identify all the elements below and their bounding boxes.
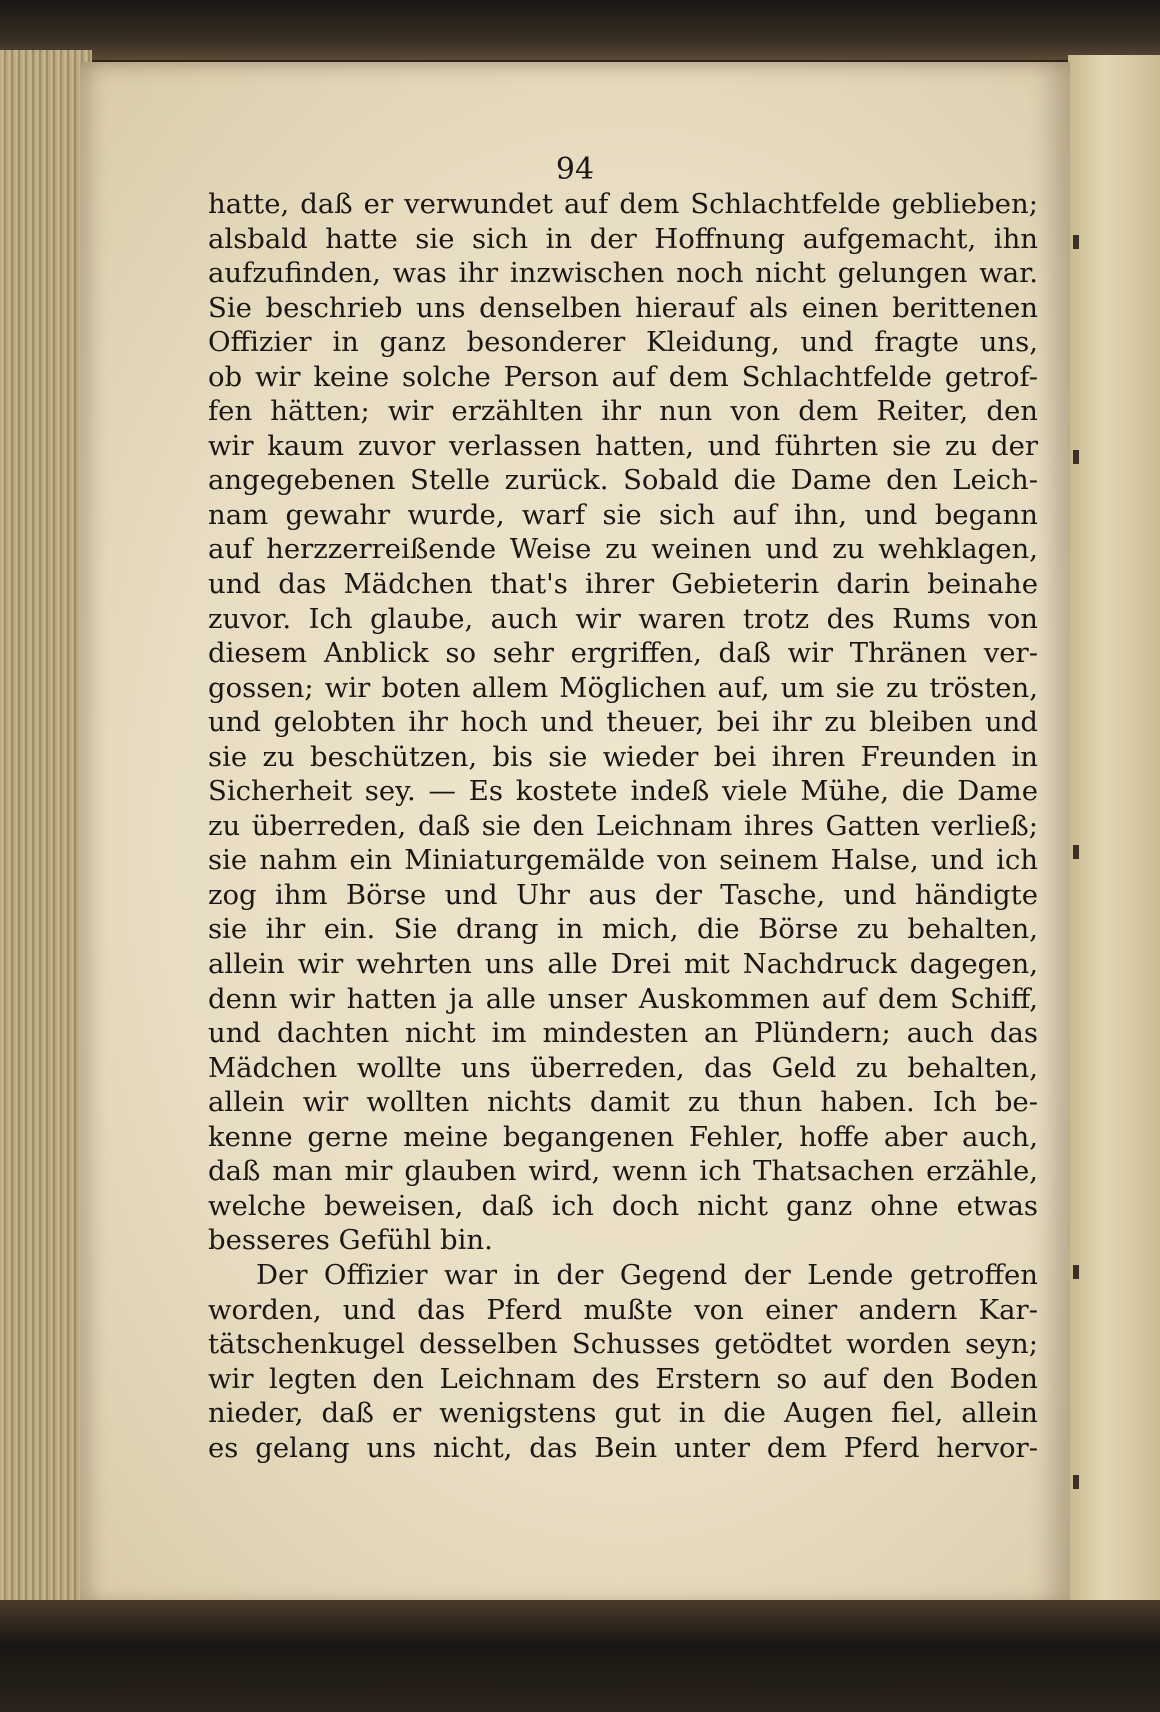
text-line: zog ihm Börse und Uhr aus der Tasche, und händigte bbox=[208, 878, 1038, 911]
text-line: diesem Anblick so sehr ergriffen, daß wir Thränen ver- bbox=[208, 637, 1038, 670]
text-line: Offizier in ganz besonderer Kleidung, und fragte uns, bbox=[208, 326, 1038, 359]
text-line: und dachten nicht im mindesten an Plündern; auch das bbox=[208, 1017, 1038, 1050]
text-line: wir legten den Leichnam des Erstern so auf den Boden bbox=[208, 1362, 1038, 1395]
text-line: daß man mir glauben wird, wenn ich Thatsachen erzähle, bbox=[208, 1155, 1038, 1188]
page-number: 94 bbox=[555, 152, 595, 187]
text-line: sie zu beschützen, bis sie wieder bei ihren Freunden in bbox=[208, 740, 1038, 773]
book-binding-bottom bbox=[0, 1600, 1160, 1712]
text-line: zu überreden, daß sie den Leichnam ihres Gatten verließ; bbox=[208, 809, 1038, 842]
text-line: tätschenkugel desselben Schusses getödtet worden seyn; bbox=[208, 1328, 1038, 1361]
stub-mark bbox=[1073, 1265, 1079, 1279]
stub-mark bbox=[1073, 845, 1079, 859]
stub-mark bbox=[1073, 450, 1079, 464]
text-line: wir kaum zuvor verlassen hatten, und führten sie zu der bbox=[208, 429, 1038, 462]
text-line: Der Offizier war in der Gegend der Lende getroffen bbox=[256, 1258, 1038, 1291]
text-line: besseres Gefühl bin. bbox=[208, 1224, 493, 1257]
text-line: und das Mädchen that's ihrer Gebieterin darin beinahe bbox=[208, 568, 1038, 601]
text-line: zuvor. Ich glaube, auch wir waren trotz des Rums von bbox=[208, 602, 1038, 635]
text-line: welche beweisen, daß ich doch nicht ganz ohne etwas bbox=[208, 1189, 1038, 1222]
text-line: Mädchen wollte uns überreden, das Geld zu behalten, bbox=[208, 1051, 1038, 1084]
text-line: sie ihr ein. Sie drang in mich, die Börse zu behalten, bbox=[208, 913, 1038, 946]
text-line: allein wir wollten nichts damit zu thun haben. Ich be- bbox=[208, 1086, 1038, 1119]
text-line: kenne gerne meine begangenen Fehler, hoffe aber auch, bbox=[208, 1120, 1038, 1153]
text-line: hatte, daß er verwundet auf dem Schlachtfelde geblieben; bbox=[208, 188, 1038, 220]
left-page-edges bbox=[0, 50, 92, 1630]
text-line: Sie beschrieb uns denselben hierauf als einen berittenen bbox=[208, 291, 1038, 324]
text-line: nam gewahr wurde, warf sie sich auf ihn, und begann bbox=[208, 498, 1038, 531]
text-line: sie nahm ein Miniaturgemälde von seinem Halse, und ich bbox=[208, 844, 1038, 877]
stub-mark bbox=[1073, 1475, 1079, 1489]
text-line: fen hätten; wir erzählten ihr nun von dem Reiter, den bbox=[208, 395, 1038, 428]
body-text bbox=[208, 187, 1038, 1465]
text-line: aufzufinden, was ihr inzwischen noch nicht gelungen war. bbox=[208, 257, 1038, 290]
text-line: denn wir hatten ja alle unser Auskommen auf dem Schiff, bbox=[208, 982, 1038, 1015]
text-line: Sicherheit sey. — Es kostete indeß viele Mühe, die Dame bbox=[208, 775, 1038, 808]
book-binding-top bbox=[0, 0, 1160, 60]
text-line: gossen; wir boten allem Möglichen auf, um sie zu trösten, bbox=[208, 671, 1038, 704]
stub-mark bbox=[1073, 235, 1079, 249]
right-page-stub bbox=[1068, 55, 1160, 1615]
text-line: allein wir wehrten uns alle Drei mit Nachdruck dagegen, bbox=[208, 948, 1038, 981]
text-line: alsbald hatte sie sich in der Hoffnung aufgemacht, ihn bbox=[208, 222, 1038, 255]
text-line: auf herzzerreißende Weise zu weinen und zu wehklagen, bbox=[208, 533, 1038, 566]
text-line: worden, und das Pferd mußte von einer andern Kar- bbox=[208, 1293, 1038, 1326]
text-line: und gelobten ihr hoch und theuer, bei ihr zu bleiben und bbox=[208, 706, 1038, 739]
text-line: es gelang uns nicht, das Bein unter dem Pferd hervor- bbox=[208, 1431, 1038, 1464]
text-line: nieder, daß er wenigstens gut in die Augen fiel, allein bbox=[208, 1397, 1038, 1430]
text-line: ob wir keine solche Person auf dem Schlachtfelde getrof- bbox=[208, 360, 1038, 393]
book-page bbox=[80, 62, 1070, 1607]
text-line: angegebenen Stelle zurück. Sobald die Dame den Leich- bbox=[208, 464, 1038, 497]
